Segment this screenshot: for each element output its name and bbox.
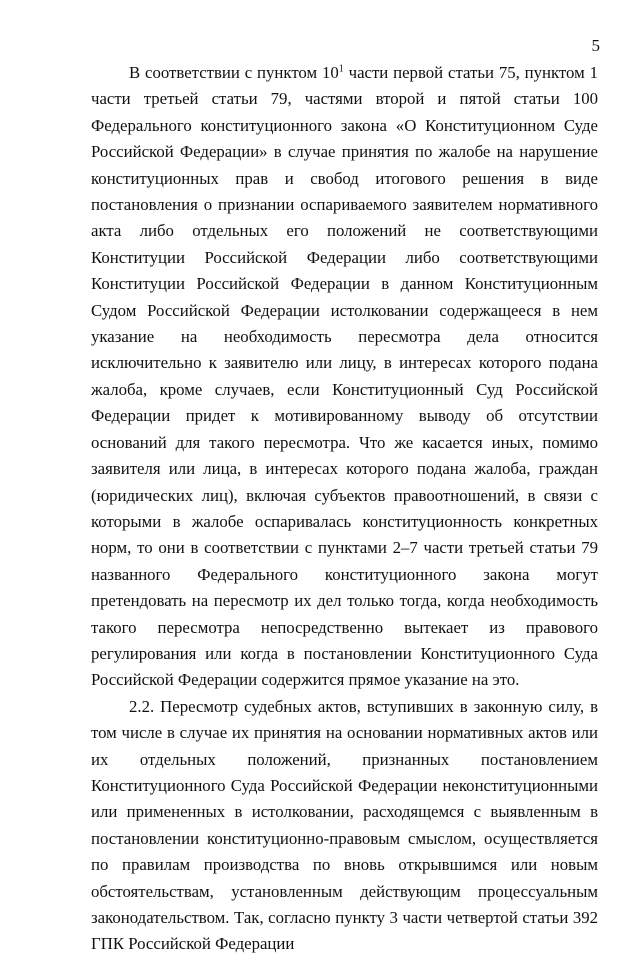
paragraph-1-superscript: 1 <box>338 63 344 75</box>
paragraph-1-text-rest: части первой статьи 75, пунктом 1 части третьей статьи 79, частями второй и пятой статьи 100 Федерального конституционного закона «О Конституционном Суде Российской Федерации» в случае принятия по жалобе на нарушение конституционных прав и свобод итогового решения в виде постановления о признании оспариваемого заявителем нормативного акта либо отдельных его положений не соответствующими Конституции Российской Федерации либо соответствующими Конституции Российской Федерации в данном Конституционным Судом Российской Федерации истолковании содержащееся в нем указание на необходимость пересмотра дела относится исключительно к заявителю или лицу, в интересах которого подана жалоба, кроме случаев, если Конституционный Суд Российской Федерации придет к мотивированному выводу об отсутствии оснований для такого пересмотра. Что же касается иных, помимо заявителя или лица, в интересах которого подана жалоба, граждан (юридических лиц), включая субъектов правоотношений, в связи с которыми в жалобе оспаривалась конституционность конкретных норм, то они в соответствии с пунктами 2–7 части третьей статьи 79 названного Федерального конституционного закона могут претендовать на пересмотр их дел только тогда, когда необходимость такого пересмотра непосредственно вытекает из правового регулирования или когда в постановлении Конституционного Суда Российской Федерации содержится прямое указание на это. <box>91 63 598 690</box>
page-number: 5 <box>591 36 600 55</box>
document-body <box>91 60 598 958</box>
paragraph-1-text-start: В соответствии с пунктом 10 <box>129 63 339 82</box>
paragraph-1 <box>91 60 598 694</box>
paragraph-2: 2.2. Пересмотр судебных актов, вступивших в законную силу, в том числе в случае их принятия на основании нормативных актов или их отдельных положений, признанных постановлением Конституционного Суда Российской Федерации неконституционными или примененных в истолковании, расходящемся с выявленным в постановлении конституционно-правовым смыслом, осуществляется по правилам производства по вновь открывшимся или новым обстоятельствам, установленным действующим процессуальным законодательством. Так, согласно пункту 3 части четвертой статьи 392 ГПК Российской Федерации <box>91 696 598 954</box>
